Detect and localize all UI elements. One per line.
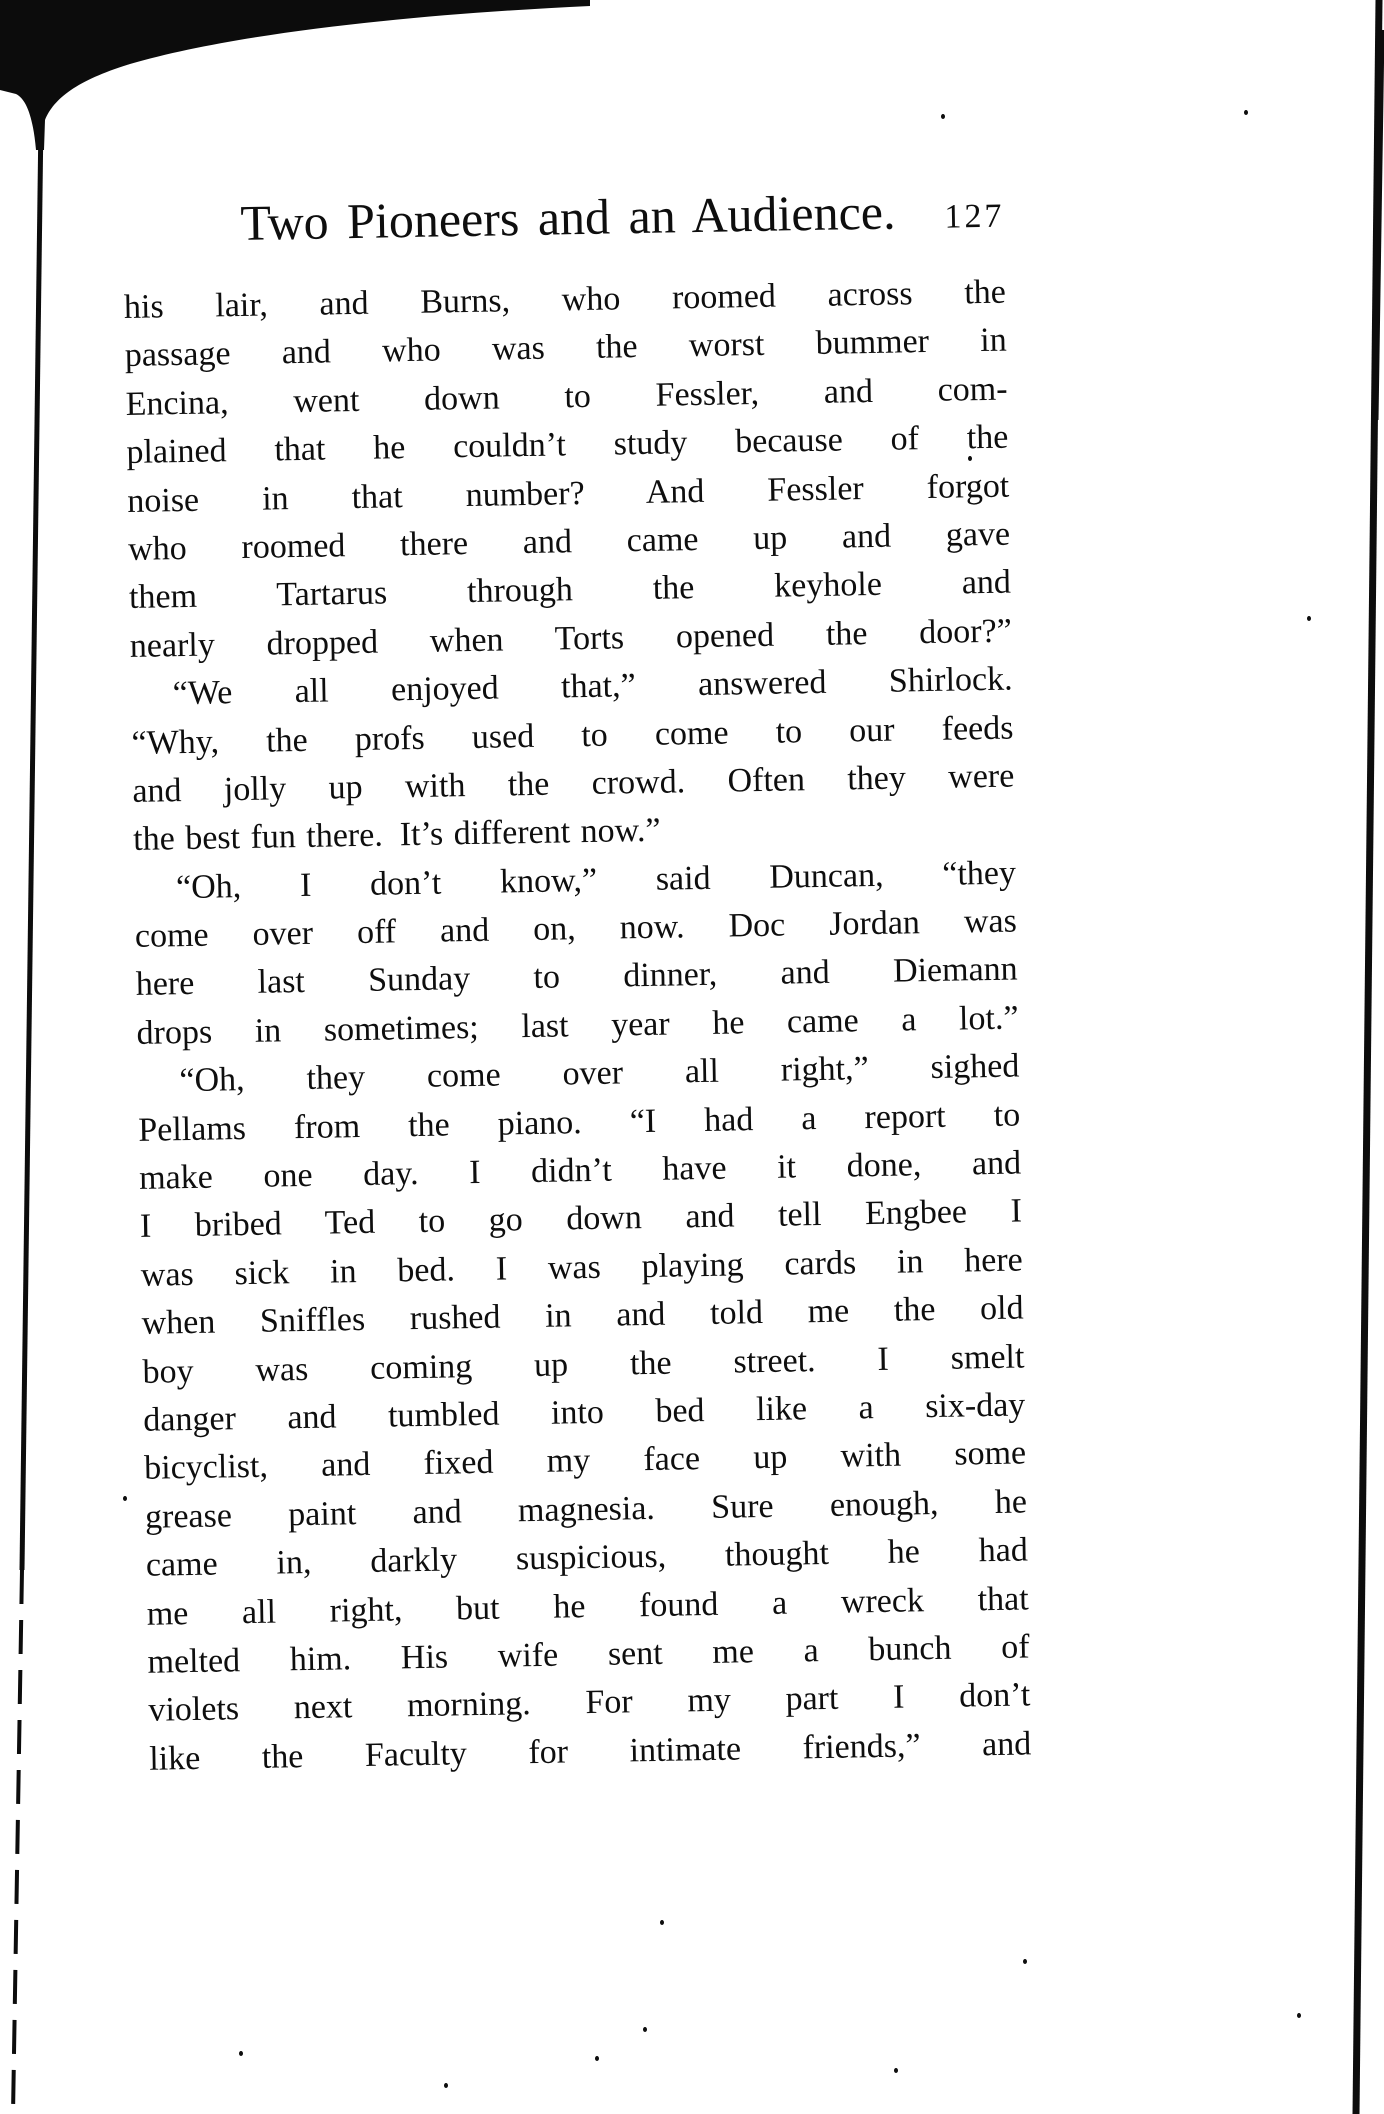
text-line: them Tartarus through the keyhole and xyxy=(128,563,1012,617)
page-edge-line-left xyxy=(22,118,41,1570)
text-line: passage and who was the worst bummer in xyxy=(124,321,1007,375)
text-line: and jolly up with the crowd. Often they were xyxy=(132,757,1015,810)
chapter-title: Two Pioneers and an Audience. xyxy=(239,183,896,251)
text-line: the best fun there. It’s different now.” xyxy=(132,811,661,859)
text-line: “Why, the profs used to come to our feeds xyxy=(131,709,1014,762)
text-line: I bribed Ted to go down and tell Engbee I xyxy=(139,1192,1023,1246)
text-line: come over off and on, now. Doc Jordan was xyxy=(134,902,1018,955)
scan-speck xyxy=(595,2056,599,2061)
text-line: Pellams from the piano. “I had a report to xyxy=(137,1096,1021,1149)
text-line: me all right, but he found a wreck that xyxy=(146,1579,1029,1633)
text-line: nearly dropped when Torts opened the door?” xyxy=(129,612,1013,665)
text-line: here last Sunday to dinner, and Diemann xyxy=(135,950,1018,1004)
text-line: when Sniffles rushed in and told me the old xyxy=(141,1289,1024,1343)
text-line: his lair, and Burns, who roomed across the xyxy=(123,273,1007,326)
text-line: like the Faculty for intimate friends,” and xyxy=(148,1725,1032,1778)
page-content xyxy=(122,181,1032,1784)
scan-speck xyxy=(941,114,945,119)
scan-speck xyxy=(660,1920,664,1925)
body-text xyxy=(124,269,1032,1784)
text-line: violets next morning. For my part I don’t xyxy=(148,1676,1031,1730)
page-edge-line-left-lower xyxy=(13,1570,22,2114)
scan-speck xyxy=(1244,110,1248,115)
text-line: make one day. I didn’t have it done, and xyxy=(138,1144,1022,1197)
text-line: drops in sometimes; last year he came a lot.” xyxy=(136,999,1019,1052)
text-line: boy was coming up the street. I smelt xyxy=(142,1338,1025,1391)
text-line: Encina, went down to Fessler, and com- xyxy=(125,370,1008,423)
scan-gutter-shadow xyxy=(0,0,590,150)
text-line: danger and tumbled into bed like a six-day xyxy=(143,1386,1026,1439)
page-edge-line-right xyxy=(1356,0,1379,2114)
text-line: “We all enjoyed that,” answered Shirlock. xyxy=(172,660,1013,713)
text-line: was sick in bed. I was playing cards in here xyxy=(140,1241,1024,1294)
text-line: melted him. His wife sent me a bunch of xyxy=(147,1628,1030,1681)
text-line: grease paint and magnesia. Sure enough, he xyxy=(144,1483,1028,1536)
text-line: came in, darkly suspicious, thought he had xyxy=(145,1531,1029,1584)
text-line: plained that he couldn’t study because of the xyxy=(126,418,1009,472)
text-line: who roomed there and came up and gave xyxy=(127,515,1011,568)
scan-speck xyxy=(123,1496,127,1501)
scan-speck xyxy=(1307,616,1311,621)
text-line: “Oh, they come over all right,” sighed xyxy=(179,1047,1020,1100)
scan-speck xyxy=(444,2083,448,2088)
page-number: 127 xyxy=(944,197,1005,236)
scan-speck xyxy=(1023,1959,1027,1964)
text-line: bicyclist, and fixed my face up with some xyxy=(143,1434,1027,1488)
scan-speck xyxy=(239,2051,243,2056)
scan-speck xyxy=(894,2068,898,2073)
scan-speck xyxy=(1297,2013,1301,2018)
text-line: “Oh, I don’t know,” said Duncan, “they xyxy=(175,854,1017,906)
scan-speck xyxy=(643,2027,647,2032)
text-line: noise in that number? And Fessler forgot xyxy=(127,467,1010,520)
